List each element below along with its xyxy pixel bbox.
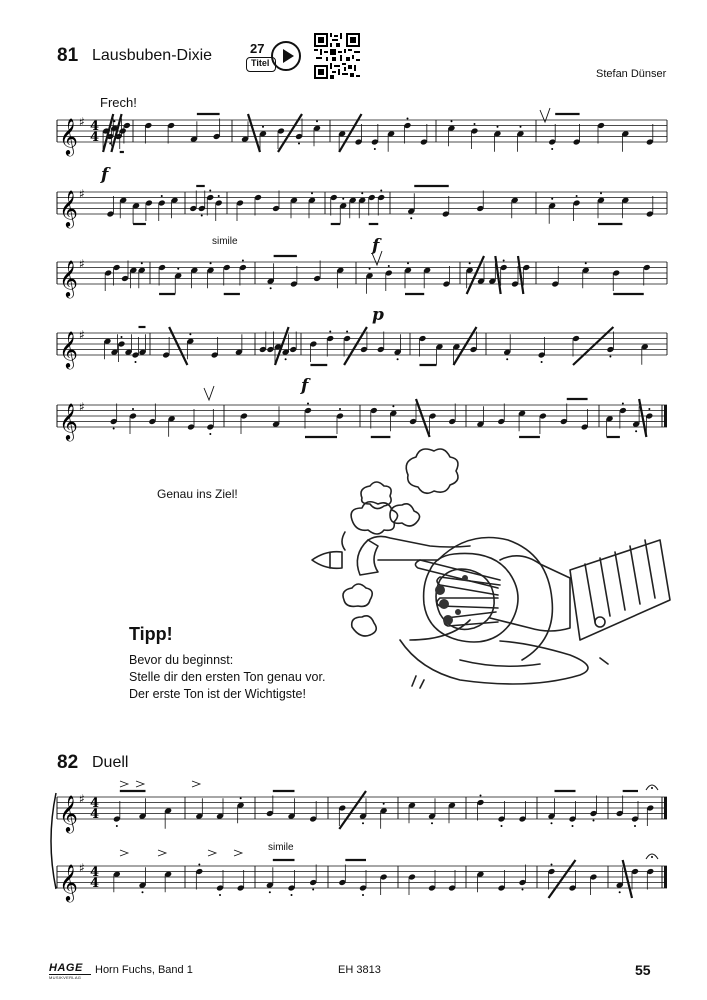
staccato-dot — [572, 825, 574, 827]
dynamic-marking: f — [301, 376, 309, 396]
tip-heading: Tipp! — [129, 624, 173, 644]
staccato-dot — [312, 889, 314, 891]
notes — [266, 791, 317, 822]
staccato-dot — [383, 803, 385, 805]
time-signature: 4 — [90, 876, 100, 891]
final-barline — [664, 866, 667, 888]
treble-clef: 𝄞 — [59, 863, 78, 901]
treble-clef: 𝄞 — [59, 794, 78, 832]
staccato-dot — [142, 891, 144, 893]
dynamic-marking: f — [372, 236, 380, 256]
notes — [266, 860, 317, 896]
notes — [616, 791, 655, 827]
track-label: Titel — [251, 58, 270, 68]
accent-mark — [120, 850, 128, 856]
staccato-dot — [480, 795, 482, 797]
tip-line: Stelle dir den ersten Ton genau vor. — [129, 670, 326, 684]
edition-number: EH 3813 — [338, 964, 381, 976]
track-number: 27 — [250, 41, 265, 56]
staccato-dot — [362, 894, 364, 896]
publisher-logo-text: HAGE — [49, 963, 91, 975]
key-signature-sharp: ♯ — [79, 186, 85, 201]
simile-marking: simile — [268, 842, 294, 853]
time-signature: 4 — [90, 796, 100, 811]
tip-line: Der erste Ton ist der Wichtigste! — [129, 687, 306, 701]
dynamic-marking: p — [372, 305, 384, 325]
treble-clef: 𝄞 — [59, 402, 78, 440]
accent-mark — [234, 850, 242, 856]
publisher-logo — [49, 963, 91, 979]
staccato-dot — [619, 891, 621, 893]
fermata-dot — [651, 856, 653, 858]
staccato-dot — [240, 797, 242, 799]
page-number: 55 — [635, 962, 651, 978]
staccato-dot — [269, 891, 271, 893]
key-signature-sharp: ♯ — [79, 327, 85, 342]
piece-81-number: 81 — [57, 45, 79, 66]
staccato-dot — [291, 894, 293, 896]
simile-marking: simile — [212, 236, 238, 247]
book-title: Horn Fuchs, Band 1 — [95, 964, 193, 976]
system-bracket — [51, 793, 56, 889]
notes — [548, 791, 598, 827]
staccato-dot — [219, 894, 221, 896]
staccato-dot — [116, 825, 118, 827]
time-signature: 4 — [90, 865, 100, 880]
treble-clef: 𝄞 — [59, 259, 78, 297]
key-signature-sharp: ♯ — [79, 399, 85, 414]
treble-clef: 𝄞 — [59, 117, 78, 155]
piece-82-number: 82 — [57, 752, 79, 773]
staccato-dot — [431, 822, 433, 824]
accent-mark — [158, 850, 166, 856]
tempo-marking: Frech! — [100, 95, 137, 110]
accent-mark — [120, 781, 128, 787]
staccato-dot — [198, 864, 200, 866]
time-signature: 4 — [90, 130, 100, 145]
staccato-dot — [501, 825, 503, 827]
tip-line: Bevor du beginnst: — [129, 653, 234, 667]
notes — [477, 795, 527, 828]
staccato-dot — [362, 822, 364, 824]
staccato-dot — [551, 864, 553, 866]
notes — [195, 864, 244, 897]
key-signature-sharp: ♯ — [79, 114, 85, 129]
piece-81-title: Lausbuben-Dixie — [92, 47, 213, 64]
dynamic-marking: f — [101, 165, 109, 185]
notes — [338, 860, 387, 896]
fermata-dot — [651, 787, 653, 789]
composer-name: Stefan Dünser — [596, 68, 667, 80]
key-signature-sharp: ♯ — [79, 860, 85, 875]
publisher-logo-sub: MUSIKVERLAG — [49, 975, 82, 980]
accent-mark — [192, 781, 200, 787]
accent-mark — [136, 781, 144, 787]
time-signature: 4 — [90, 119, 100, 134]
treble-clef: 𝄞 — [59, 189, 78, 227]
final-barline — [664, 797, 667, 819]
staccato-dot — [593, 820, 595, 822]
piece-82-title: Duell — [92, 754, 129, 771]
staccato-dot — [634, 825, 636, 827]
accent-mark — [208, 850, 216, 856]
staccato-dot — [522, 889, 524, 891]
key-signature-sharp: ♯ — [79, 791, 85, 806]
illustration-caption: Genau ins Ziel! — [157, 487, 238, 501]
key-signature-sharp: ♯ — [79, 256, 85, 271]
treble-clef: 𝄞 — [59, 330, 78, 368]
time-signature: 4 — [90, 807, 100, 822]
staccato-dot — [551, 822, 553, 824]
